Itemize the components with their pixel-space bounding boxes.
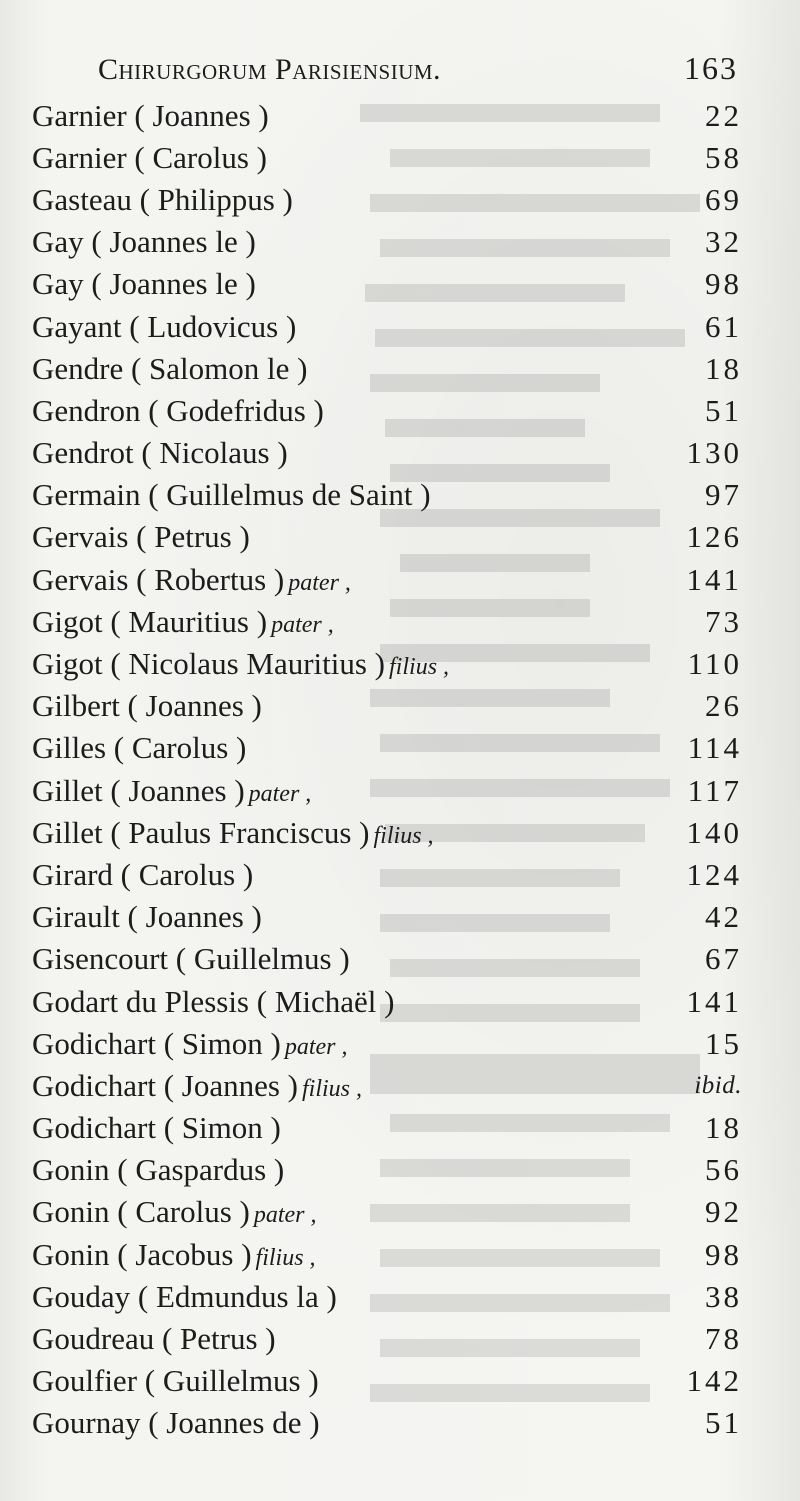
entry-page-number: 42 [705,899,742,935]
index-entry [32,474,742,516]
entry-name: Godichart ( Joannes ) [32,1067,298,1103]
entry-label [32,224,256,260]
index-entry [32,178,742,220]
index-entry [32,136,742,178]
entry-label [32,1152,285,1188]
header-title: Chirurgorum Parisiensium. [98,53,442,86]
index-entry [32,516,742,558]
index-entry [32,1317,742,1359]
entry-label [32,1194,317,1230]
index-entry [32,1064,742,1106]
entry-page-number: 18 [705,350,742,386]
entry-label [32,308,297,344]
entry-label [32,899,262,935]
entry-name: Garnier ( Carolus ) [32,139,267,175]
entry-label [32,266,256,302]
entry-label [32,1067,363,1103]
entry-name: Girault ( Joannes ) [32,899,262,935]
entry-page-number: 97 [705,477,742,513]
entry-name: Gendre ( Salomon le ) [32,350,308,386]
entry-page-number: 51 [705,392,742,428]
entry-relation-note: filius , [255,1244,316,1271]
entry-page-number: ibid. [694,1071,742,1099]
entry-label [32,1110,281,1146]
entry-label [32,1405,320,1441]
entry-name: Gendrot ( Nicolaus ) [32,435,288,471]
entry-name: Gigot ( Nicolaus Mauritius ) [32,646,386,682]
entry-page-number: 32 [705,224,742,260]
entry-name: Godichart ( Simon ) [32,1025,281,1061]
entry-label [32,97,269,133]
entry-name: Garnier ( Joannes ) [32,97,269,133]
entry-label [32,392,324,428]
index-entry [32,221,742,263]
entry-label [32,181,293,217]
entry-relation-note: pater , [271,611,334,638]
entry-name: Gervais ( Petrus ) [32,519,250,555]
entry-name: Gilles ( Carolus ) [32,730,247,766]
entry-label [32,435,288,471]
entry-page-number: 98 [705,266,742,302]
index-entry [32,896,742,938]
entry-name: Gigot ( Mauritius ) [32,603,268,639]
index-entry [32,94,742,136]
entry-name: Godart du Plessis ( Michaël ) [32,983,395,1019]
entry-relation-note: filius , [302,1075,363,1102]
entry-name: Gendron ( Godefridus ) [32,392,324,428]
entry-page-number: 141 [686,983,742,1019]
index-entry [32,811,742,853]
index-entry [32,685,742,727]
entry-name: Gay ( Joannes le ) [32,224,256,260]
running-header [98,50,738,94]
entry-relation-note: pater , [253,1202,317,1229]
index-entry [32,1107,742,1149]
index-entry [32,432,742,474]
index-entry [32,305,742,347]
index-entry [32,769,742,811]
index-entry [32,1402,742,1444]
entry-page-number: 142 [686,1363,742,1399]
entry-name: Gouday ( Edmundus la ) [32,1278,337,1314]
entry-page-number: 67 [705,941,742,977]
entry-name: Gervais ( Robertus ) [32,561,285,597]
entry-page-number: 98 [705,1236,742,1272]
entry-label [32,646,450,682]
index-entry [32,1275,742,1317]
entry-label [32,1236,316,1272]
entry-label [32,772,312,808]
index-entry [32,938,742,980]
entry-page-number: 18 [705,1110,742,1146]
entry-page-number: 73 [705,603,742,639]
entry-name: Gonin ( Jacobus ) [32,1236,252,1272]
entry-label [32,688,262,724]
entry-name: Godichart ( Simon ) [32,1110,281,1146]
index-entry [32,980,742,1022]
entry-page-number: 22 [705,97,742,133]
entry-page-number: 92 [705,1194,742,1230]
entry-name: Goudreau ( Petrus ) [32,1321,276,1357]
entry-label [32,1025,348,1061]
entry-label [32,730,247,766]
entry-page-number: 78 [705,1321,742,1357]
index-entry [32,1149,742,1191]
entry-page-number: 140 [686,814,742,850]
entry-page-number: 58 [705,139,742,175]
index-entry [32,1191,742,1233]
index-entry [32,558,742,600]
entry-page-number: 26 [705,688,742,724]
entry-name: Gilbert ( Joannes ) [32,688,262,724]
entry-label [32,856,254,892]
index-entry [32,642,742,684]
index-entry [32,853,742,895]
entry-page-number: 15 [705,1025,742,1061]
entry-name: Gillet ( Paulus Franciscus ) [32,814,370,850]
entry-label [32,519,250,555]
entry-relation-note: filius , [373,822,434,849]
entry-page-number: 51 [705,1405,742,1441]
index-entry [32,389,742,431]
entry-label [32,1278,337,1314]
entry-relation-note: pater , [284,1033,348,1060]
entry-page-number: 117 [687,772,742,808]
entry-page-number: 61 [705,308,742,344]
entry-name: Germain ( Guillelmus de Saint ) [32,477,431,513]
index-entry [32,727,742,769]
entry-name: Girard ( Carolus ) [32,856,254,892]
entry-label [32,941,350,977]
page-number: 163 [684,50,738,86]
entry-name: Gay ( Joannes le ) [32,266,256,302]
index-entry [32,1022,742,1064]
entry-label [32,561,351,597]
entry-page-number: 124 [686,856,742,892]
entry-page-number: 38 [705,1278,742,1314]
entry-page-number: 126 [686,519,742,555]
entry-page-number: 114 [687,730,742,766]
entry-name: Goulfier ( Guillelmus ) [32,1363,319,1399]
entry-page-number: 69 [705,181,742,217]
entry-label [32,603,334,639]
entry-name: Gonin ( Gaspardus ) [32,1152,285,1188]
entry-label [32,139,267,175]
entry-label [32,477,431,513]
entry-name: Gillet ( Joannes ) [32,772,245,808]
entry-label [32,1363,319,1399]
index-entry [32,263,742,305]
entry-name: Gayant ( Ludovicus ) [32,308,297,344]
entry-name: Gournay ( Joannes de ) [32,1405,320,1441]
index-entry [32,347,742,389]
entry-label [32,814,434,850]
entry-name: Gisencourt ( Guillelmus ) [32,941,350,977]
entry-page-number: 110 [687,646,742,682]
entry-label [32,350,308,386]
index-entry [32,1360,742,1402]
entry-page-number: 141 [686,561,742,597]
entry-label [32,1321,276,1357]
index-entry [32,600,742,642]
index-entry [32,1233,742,1275]
entry-relation-note: pater , [288,569,351,596]
index-entry-list [32,94,742,1444]
entry-relation-note: filius , [389,654,450,681]
entry-page-number: 130 [686,435,742,471]
entry-name: Gonin ( Carolus ) [32,1194,250,1230]
entry-page-number: 56 [705,1152,742,1188]
entry-label [32,983,395,1019]
entry-name: Gasteau ( Philippus ) [32,181,293,217]
entry-relation-note: pater , [248,780,312,807]
